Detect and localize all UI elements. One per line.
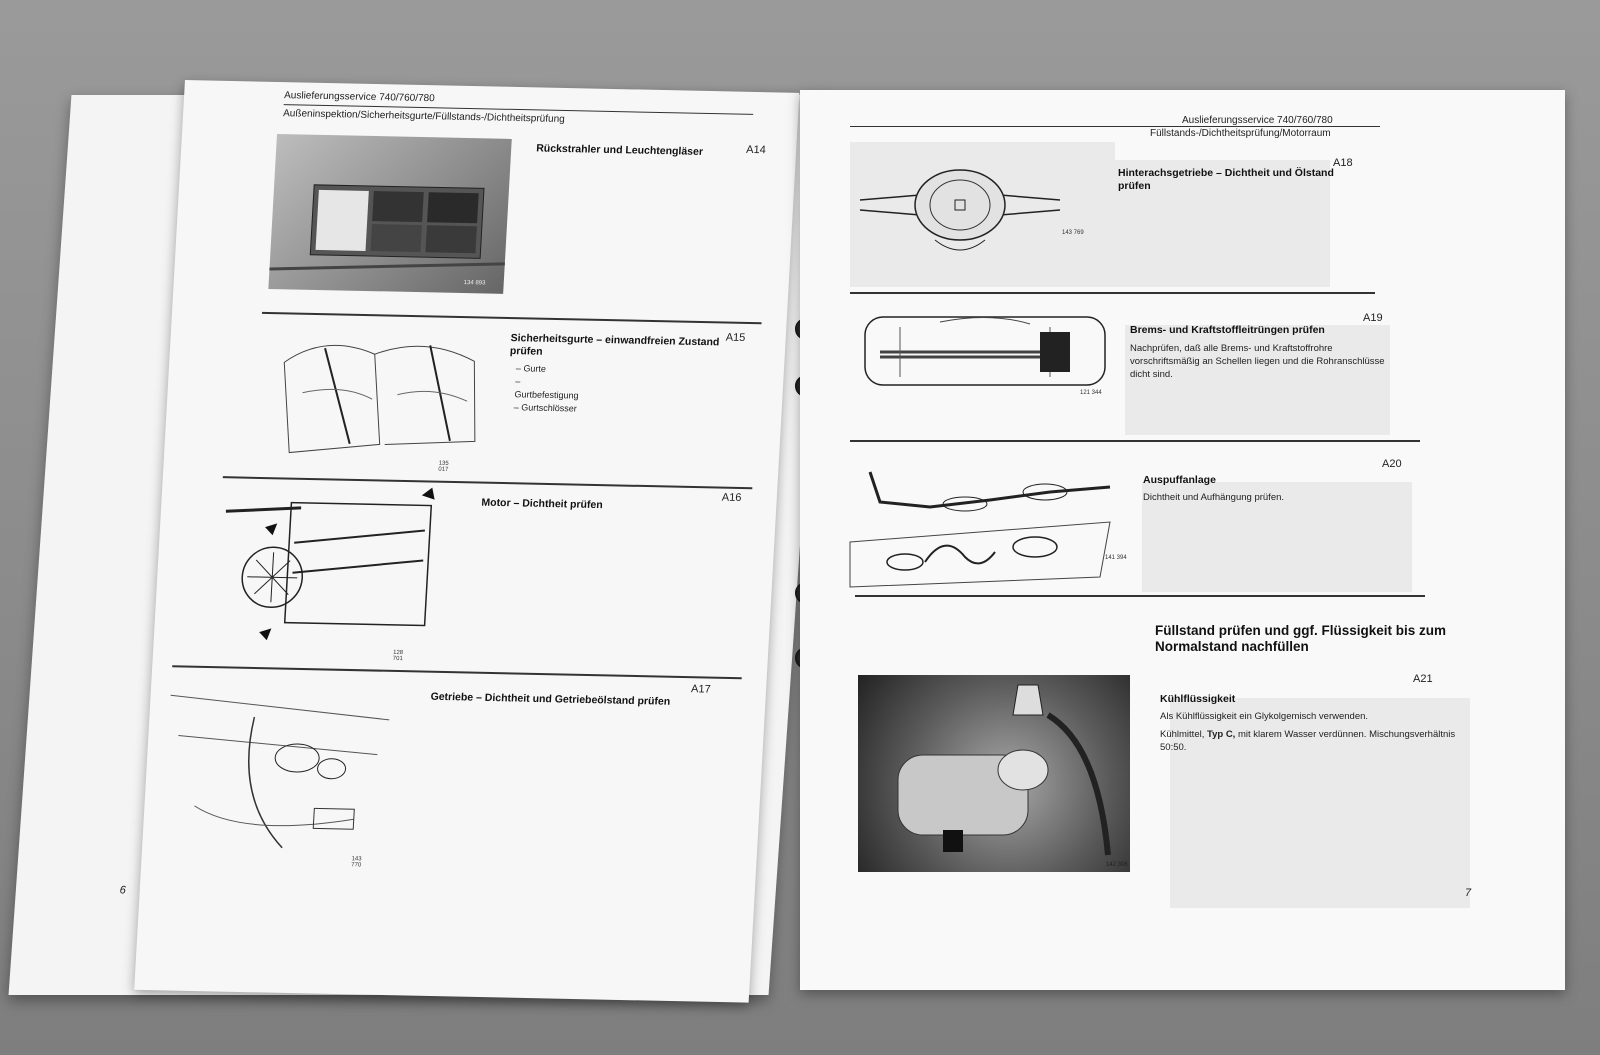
- section-code: A20: [1382, 458, 1402, 470]
- brake-lines-drawing: [860, 312, 1110, 392]
- section-divider: [855, 595, 1425, 597]
- list-item: – Gurtbefestigung: [514, 375, 579, 402]
- exhaust-drawing: [850, 462, 1130, 587]
- page-number: 6: [119, 884, 127, 897]
- section-text: Nachprüfen, daß alle Brems- und Kraftstoffrohre vorschriftsmäßig an Schellen liegen und die Rohranschlüsse dicht sind.: [1130, 343, 1385, 380]
- section-code: A16: [721, 491, 742, 505]
- right-header-line2: Füllstands-/Dichtheitsprüfung/Motorraum: [1150, 128, 1331, 139]
- section-code: A14: [745, 143, 767, 157]
- gearbox-drawing: [151, 675, 401, 865]
- figure-number: 134 893: [463, 280, 486, 287]
- rear-axle-drawing: [860, 160, 1060, 265]
- section-text: Als Kühlflüssigkeit ein Glykolgemisch verwenden.: [1160, 711, 1369, 722]
- section-title: Hinterachsgetriebe – Dichtheit und Ölstand prüfen: [1118, 167, 1334, 192]
- figure-number: 142 306: [1106, 862, 1128, 868]
- list-item: – Gurte: [516, 362, 581, 376]
- figure-number: 141 394: [1105, 555, 1127, 561]
- section-text-2: Kühlmittel, Typ C, mit klarem Wasser verdünnen. Mischungsverhältnis 50:50.: [1160, 729, 1456, 753]
- section-title: Sicherheitsgurte – einwandfreien Zustand prüfen: [509, 332, 720, 358]
- section-title: Getriebe – Dichtheit und Getriebeölstand prüfen: [430, 690, 671, 708]
- taillight-photo: [268, 134, 511, 294]
- checklist: [501, 362, 580, 416]
- list-item: – Gurtschlösser: [513, 401, 578, 415]
- section-divider: [850, 440, 1420, 442]
- section-code: A15: [725, 331, 746, 344]
- section-text: Dichtheit und Aufhängung prüfen.: [1143, 492, 1285, 503]
- figure-number: 143 769: [1062, 230, 1084, 236]
- figure-number: 135 017: [438, 460, 449, 473]
- section-code: A17: [690, 683, 711, 696]
- left-header-line2: Außeninspektion/Sicherheitsgurte/Füllstands-/Dichtheitsprüfung: [282, 108, 566, 125]
- right-header-rule: [850, 126, 1380, 127]
- section-title: Auspuffanlage: [1143, 474, 1216, 486]
- seatbelt-drawing: [258, 322, 496, 472]
- page-number: 7: [1465, 887, 1472, 899]
- left-page: [119, 80, 799, 1003]
- figure-number: 128 701: [392, 649, 404, 663]
- section-heading: Füllstand prüfen und ggf. Flüssigkeit bis zum Normalstand nachfüllen: [1155, 623, 1447, 654]
- figure-number: 121 344: [1080, 390, 1102, 396]
- section-title: Motor – Dichtheit prüfen: [481, 496, 604, 512]
- left-header-line1: Auslieferungsservice 740/760/780: [283, 90, 435, 105]
- right-page: [800, 90, 1565, 990]
- engine-drawing: [213, 481, 462, 656]
- section-divider: [850, 292, 1375, 294]
- right-header-line1: Auslieferungsservice 740/760/780: [1182, 115, 1333, 126]
- section-title: Brems- und Kraftstoffleitrüngen prüfen: [1130, 324, 1325, 336]
- section-code: A21: [1413, 673, 1433, 685]
- section-title: Kühlflüssigkeit: [1160, 693, 1236, 705]
- section-code: A19: [1363, 312, 1383, 324]
- coolant-reservoir-photo: [858, 675, 1130, 872]
- section-code: A18: [1333, 157, 1353, 169]
- figure-number: 143 770: [351, 856, 362, 869]
- section-title: Rückstrahler und Leuchtengläser: [535, 142, 704, 158]
